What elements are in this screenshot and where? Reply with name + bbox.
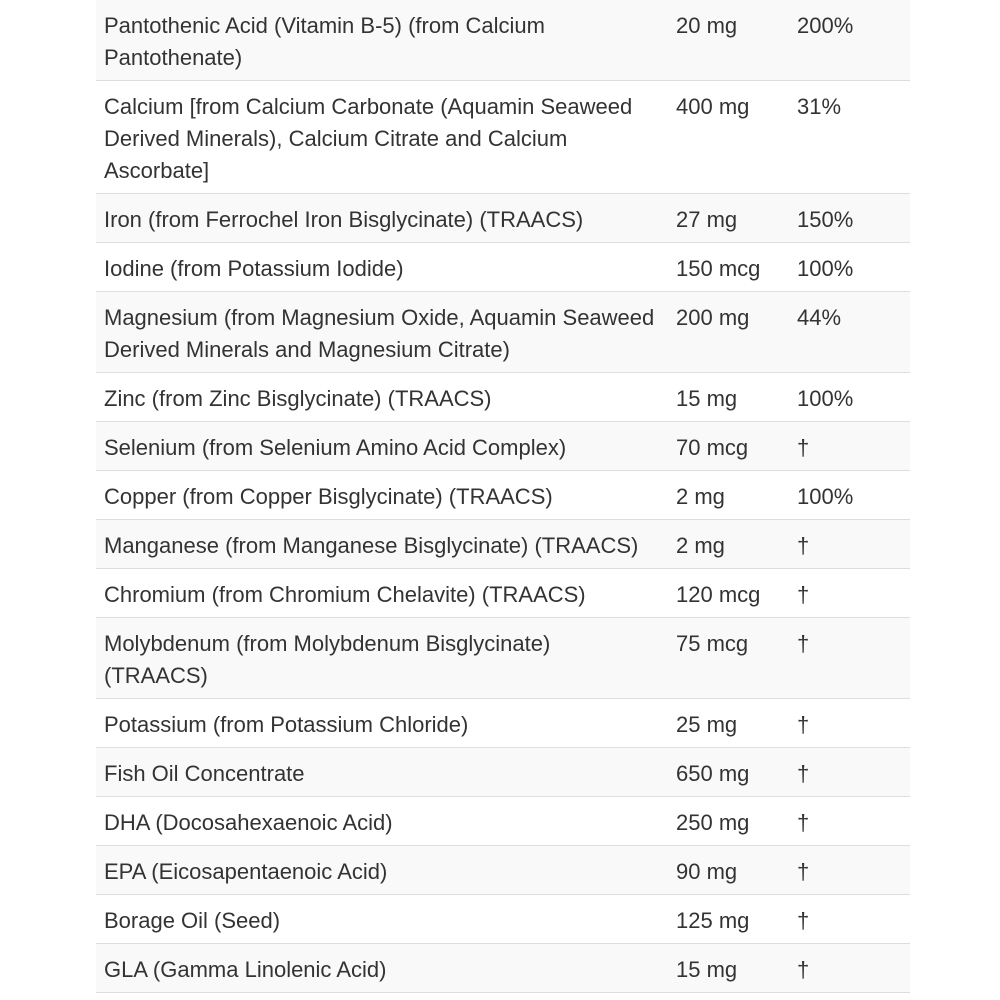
table-row — [96, 0, 910, 81]
table-row — [96, 895, 910, 944]
daily-value: 150% — [789, 194, 910, 243]
daily-value: † — [789, 895, 910, 944]
amount-per-serving: 250 mg — [668, 797, 789, 846]
ingredient-name: Potassium (from Potassium Chloride) — [96, 699, 668, 748]
daily-value: 100% — [789, 471, 910, 520]
amount-per-serving: 2 mg — [668, 520, 789, 569]
supplement-facts-table-container — [96, 0, 910, 993]
ingredient-name: Molybdenum (from Molybdenum Bisglycinate) (TRAACS) — [96, 618, 668, 699]
amount-per-serving: 15 mg — [668, 944, 789, 993]
daily-value: † — [789, 748, 910, 797]
daily-value: † — [789, 569, 910, 618]
ingredient-name: Borage Oil (Seed) — [96, 895, 668, 944]
ingredient-name: Selenium (from Selenium Amino Acid Complex) — [96, 422, 668, 471]
table-row — [96, 797, 910, 846]
table-row — [96, 748, 910, 797]
ingredient-name: Iodine (from Potassium Iodide) — [96, 243, 668, 292]
amount-per-serving: 25 mg — [668, 699, 789, 748]
ingredient-name: DHA (Docosahexaenoic Acid) — [96, 797, 668, 846]
daily-value: † — [789, 944, 910, 993]
table-row — [96, 194, 910, 243]
amount-per-serving: 70 mcg — [668, 422, 789, 471]
daily-value: † — [789, 699, 910, 748]
daily-value: † — [789, 846, 910, 895]
table-row — [96, 422, 910, 471]
table-row — [96, 520, 910, 569]
ingredient-name: Magnesium (from Magnesium Oxide, Aquamin Seaweed Derived Minerals and Magnesium Citrate) — [96, 292, 668, 373]
ingredient-name: GLA (Gamma Linolenic Acid) — [96, 944, 668, 993]
ingredient-name: Iron (from Ferrochel Iron Bisglycinate) (TRAACS) — [96, 194, 668, 243]
daily-value: 31% — [789, 81, 910, 194]
amount-per-serving: 200 mg — [668, 292, 789, 373]
amount-per-serving: 27 mg — [668, 194, 789, 243]
daily-value: 100% — [789, 243, 910, 292]
daily-value: 100% — [789, 373, 910, 422]
table-row — [96, 569, 910, 618]
table-row — [96, 618, 910, 699]
table-row — [96, 243, 910, 292]
amount-per-serving: 650 mg — [668, 748, 789, 797]
amount-per-serving: 150 mcg — [668, 243, 789, 292]
table-row — [96, 944, 910, 993]
daily-value: 200% — [789, 0, 910, 81]
ingredient-name: Chromium (from Chromium Chelavite) (TRAACS) — [96, 569, 668, 618]
daily-value: † — [789, 797, 910, 846]
table-row — [96, 373, 910, 422]
ingredient-name: Zinc (from Zinc Bisglycinate) (TRAACS) — [96, 373, 668, 422]
ingredient-name: Pantothenic Acid (Vitamin B-5) (from Calcium Pantothenate) — [96, 0, 668, 81]
table-body — [96, 0, 910, 993]
amount-per-serving: 125 mg — [668, 895, 789, 944]
ingredient-name: Calcium [from Calcium Carbonate (Aquamin Seaweed Derived Minerals), Calcium Citrate and Calcium Ascorbate] — [96, 81, 668, 194]
table-row — [96, 471, 910, 520]
table-row — [96, 699, 910, 748]
amount-per-serving: 90 mg — [668, 846, 789, 895]
daily-value: † — [789, 618, 910, 699]
daily-value: † — [789, 520, 910, 569]
amount-per-serving: 20 mg — [668, 0, 789, 81]
table-row — [96, 846, 910, 895]
daily-value: † — [789, 422, 910, 471]
daily-value: 44% — [789, 292, 910, 373]
ingredient-name: Manganese (from Manganese Bisglycinate) (TRAACS) — [96, 520, 668, 569]
supplement-facts-table — [96, 0, 910, 993]
amount-per-serving: 120 mcg — [668, 569, 789, 618]
amount-per-serving: 400 mg — [668, 81, 789, 194]
table-row — [96, 292, 910, 373]
amount-per-serving: 75 mcg — [668, 618, 789, 699]
amount-per-serving: 15 mg — [668, 373, 789, 422]
ingredient-name: Copper (from Copper Bisglycinate) (TRAACS) — [96, 471, 668, 520]
ingredient-name: Fish Oil Concentrate — [96, 748, 668, 797]
amount-per-serving: 2 mg — [668, 471, 789, 520]
table-row — [96, 81, 910, 194]
ingredient-name: EPA (Eicosapentaenoic Acid) — [96, 846, 668, 895]
